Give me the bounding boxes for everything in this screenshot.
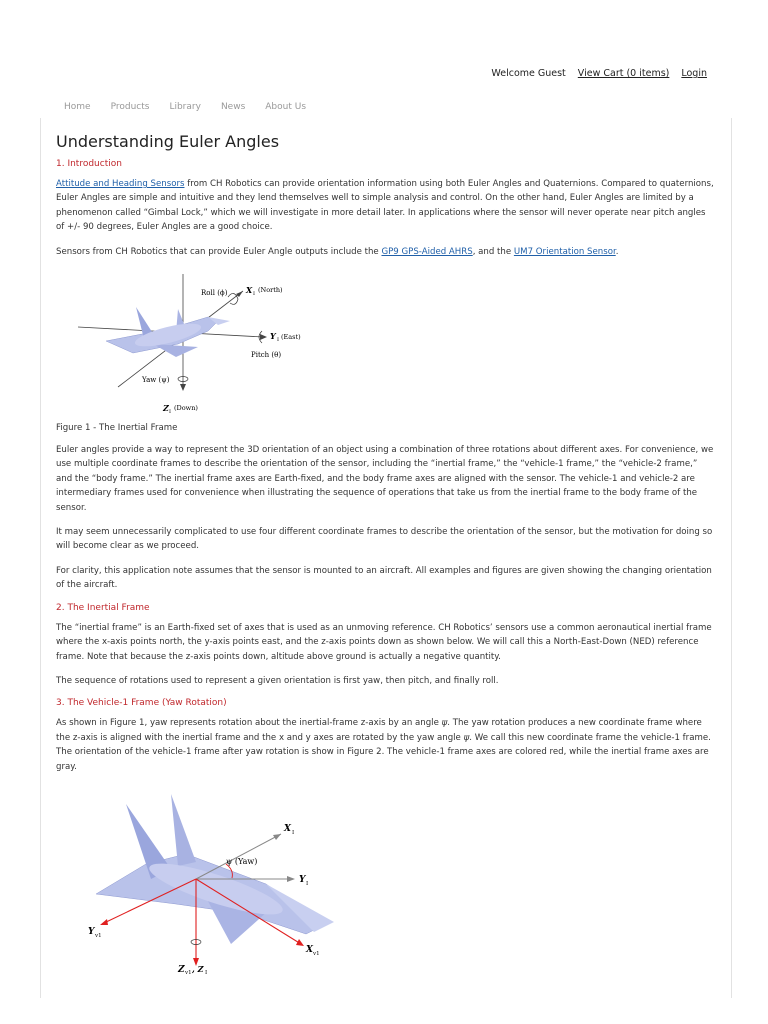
svg-text:v1: v1 (95, 932, 102, 939)
paragraph-motivation: It may seem unnecessarily complicated to use four different coordinate frames to describe the orientation of the sensor, but the motivation for doing so will become clear as we proceed. (56, 527, 713, 552)
paragraph-euler-overview: Euler angles provide a way to represent the 3D orientation of an object using a combination of three rotations about different axes. For convenience, we use multiple coordinate frames to describe the orientation of the sensor, including the “inertial frame,” the “vehicle-1 frame,” the “vehicle-2 frame,” and the “body frame.” The inertial frame axes are Earth-fixed, and the body frame axes are aligned with the sensor. The vehicle-1 and vehicle-2 are intermediary frames used for convenience when illustrating the sequence of operations that take us from the inertial frame to the body frame of the sensor. (56, 445, 714, 513)
aircraft-illustration (106, 307, 230, 357)
down-label: (Down) (174, 404, 198, 413)
section-heading-introduction: 1. Introduction (56, 159, 122, 169)
pitch-label: Pitch (θ) (251, 351, 282, 360)
svg-text:I: I (169, 409, 171, 416)
north-label: (North) (258, 286, 283, 295)
um7-link[interactable]: UM7 Orientation Sensor (513, 246, 616, 257)
svg-text:v1: v1 (313, 950, 320, 957)
svg-text:, Z: , Z (192, 963, 204, 974)
svg-text:I: I (277, 337, 279, 344)
article-content (40, 118, 732, 998)
svg-text:I: I (253, 291, 255, 298)
xi-label: X (246, 285, 253, 296)
east-label: (East) (281, 333, 301, 342)
fig2-yv1-label: Y (88, 926, 95, 937)
gp9-link[interactable]: GP9 GPS-Aided AHRS (381, 246, 473, 257)
nav-products[interactable]: Products (110, 102, 150, 112)
psi-symbol: ψ (463, 732, 470, 743)
paragraph-inertial-frame: The “inertial frame” is an Earth-fixed set of axes that is used as an unmoving reference. CH Robotics’ sensors use a common aeronautical inertial frame where the x-axis points north, the y-axis points east, and the z-axis points down as shown below. We will call this a North-East-Down (NED) reference frame. Note that because the z-axis points down, altitude above ground is actually a negative quantity. (56, 622, 712, 662)
figure-2-vehicle1-frame (66, 784, 356, 974)
main-nav (64, 102, 326, 112)
attitude-sensors-link[interactable]: Attitude and Heading Sensors (56, 179, 185, 189)
welcome-text: Welcome Guest (491, 68, 566, 79)
psi-symbol: ψ (441, 718, 448, 729)
svg-text:v1: v1 (185, 969, 192, 974)
paragraph-intro: Attitude and Heading Sensors from CH Robotics can provide orientation information using both Euler Angles and Quaternions. Compared to quaternions, Euler Angles are simple and intuitive and they lend themselves well to simple analysis and control. On the other hand, Euler Angles are limited by a phenomenon called “Gimbal Lock,” which we will investigate in more detail later. In applications where the sensor will never operate near pitch angles of +/- 90 degrees, Euler Angles are a good choice. (56, 179, 714, 233)
nav-news[interactable]: News (220, 102, 246, 112)
roll-label: Roll (ϕ) (201, 289, 228, 298)
zi-label: Z (163, 403, 169, 414)
section-heading-vehicle1-frame: 3. The Vehicle-1 Frame (Yaw Rotation) (56, 698, 227, 709)
svg-text:I: I (205, 969, 208, 974)
svg-text:I: I (292, 829, 295, 836)
view-cart-link[interactable]: View Cart (0 items) (577, 68, 670, 79)
svg-text:I: I (306, 880, 309, 887)
nav-about-us[interactable]: About Us (265, 102, 307, 112)
yi-label: Y (270, 331, 276, 342)
fig2-z-label: Z (178, 964, 185, 974)
fig2-xi-label: X (284, 823, 291, 834)
figure-1-caption: Figure 1 - The Inertial Frame (56, 423, 178, 434)
paragraph-sensors: Sensors from CH Robotics that can provide Euler Angle outputs include the GP9 GPS-Aided AHRS, and the UM7 Orientation Sensor. (56, 246, 619, 257)
paragraph-clarity: For clarity, this application note assumes that the sensor is mounted to an aircraft. All examples and figures are given showing the changing orientation of the aircraft. (56, 565, 712, 591)
top-user-bar (491, 68, 707, 79)
figure-1-inertial-frame (58, 269, 320, 419)
section-heading-inertial-frame: 2. The Inertial Frame (56, 602, 150, 613)
fig2-yi-label: Y (299, 874, 306, 885)
nav-library[interactable]: Library (169, 102, 201, 112)
login-link[interactable]: Login (681, 68, 707, 79)
fig2-yaw-label: ψ (Yaw) (226, 856, 258, 866)
nav-home[interactable]: Home (64, 102, 91, 112)
fig2-xv1-label: X (306, 944, 313, 955)
paragraph-rotation-sequence: The sequence of rotations used to represent a given orientation is first yaw, then pitch, and finally roll. (56, 675, 499, 686)
paragraph-vehicle1-frame: As shown in Figure 1, yaw represents rotation about the inertial-frame z-axis by an angle ψ. The yaw rotation produces a new coordinate frame where the z-axis is aligned with the inertial frame and the x and y axes are rotated by the yaw angle ψ. We call this new coordinate frame the vehicle-1 frame. The orientation of the vehicle-1 frame after yaw rotation is show in Figure 2. The vehicle-1 frame axes are colored red, while the inertial frame axes are gray. (56, 718, 711, 772)
page-title: Understanding Euler Angles (56, 132, 280, 151)
yaw-label: Yaw (ψ) (142, 376, 170, 385)
